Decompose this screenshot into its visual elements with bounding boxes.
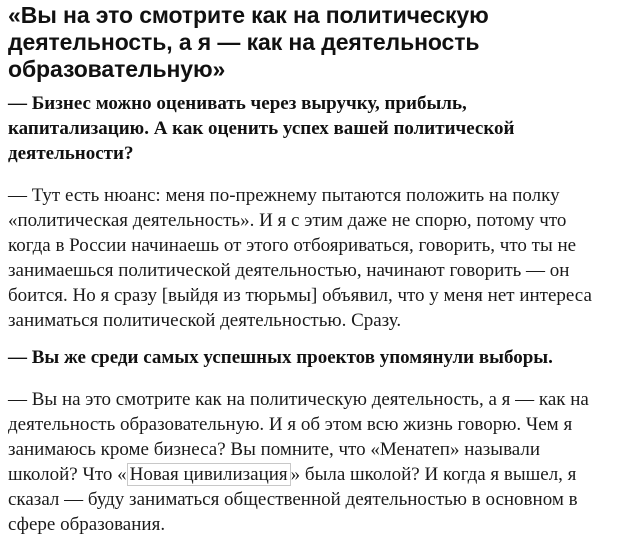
interview-answer bbox=[8, 387, 608, 537]
article-body bbox=[8, 0, 608, 549]
interview-question: — Бизнес можно оценивать через выручку, прибыль, капитализацию. А как оценить успех вашей политической деятельности? bbox=[8, 93, 515, 164]
answer-text-after-link: » была школой? И когда я вышел, я сказал — буду заниматься общественной деятельностью в основном в сфере образования. bbox=[8, 464, 578, 535]
section-headline: «Вы на это смотрите как на политическую деятельность, а я — как на деятельность образовательную» bbox=[8, 2, 489, 82]
interview-question: — Вы же среди самых успешных проектов упомянули выборы. bbox=[8, 347, 553, 368]
answer-text-before-link: — Вы на это смотрите как на политическую деятельность, а я — как на деятельность образовательную. И я об этом всю жизнь говорю. Чем я занимаюсь кроме бизнеса? Вы помните, что «Менатеп» называли школой? Что « bbox=[8, 389, 589, 485]
interview-answer: — Тут есть нюанс: меня по-прежнему пытаются положить на полку «политическая деятельность». И я с этим даже не спорю, потому что когда в России начинаешь от этого отбояриваться, говорить, что ты не занимаешься политической деятельностью, начинают говорить — он боится. Но я сразу [выйдя из тюрьмы] объявил, что у меня нет интереса заниматься политической деятельностью. Сразу. bbox=[8, 185, 592, 331]
new-civilization-link[interactable]: Новая цивилизация bbox=[127, 463, 291, 486]
